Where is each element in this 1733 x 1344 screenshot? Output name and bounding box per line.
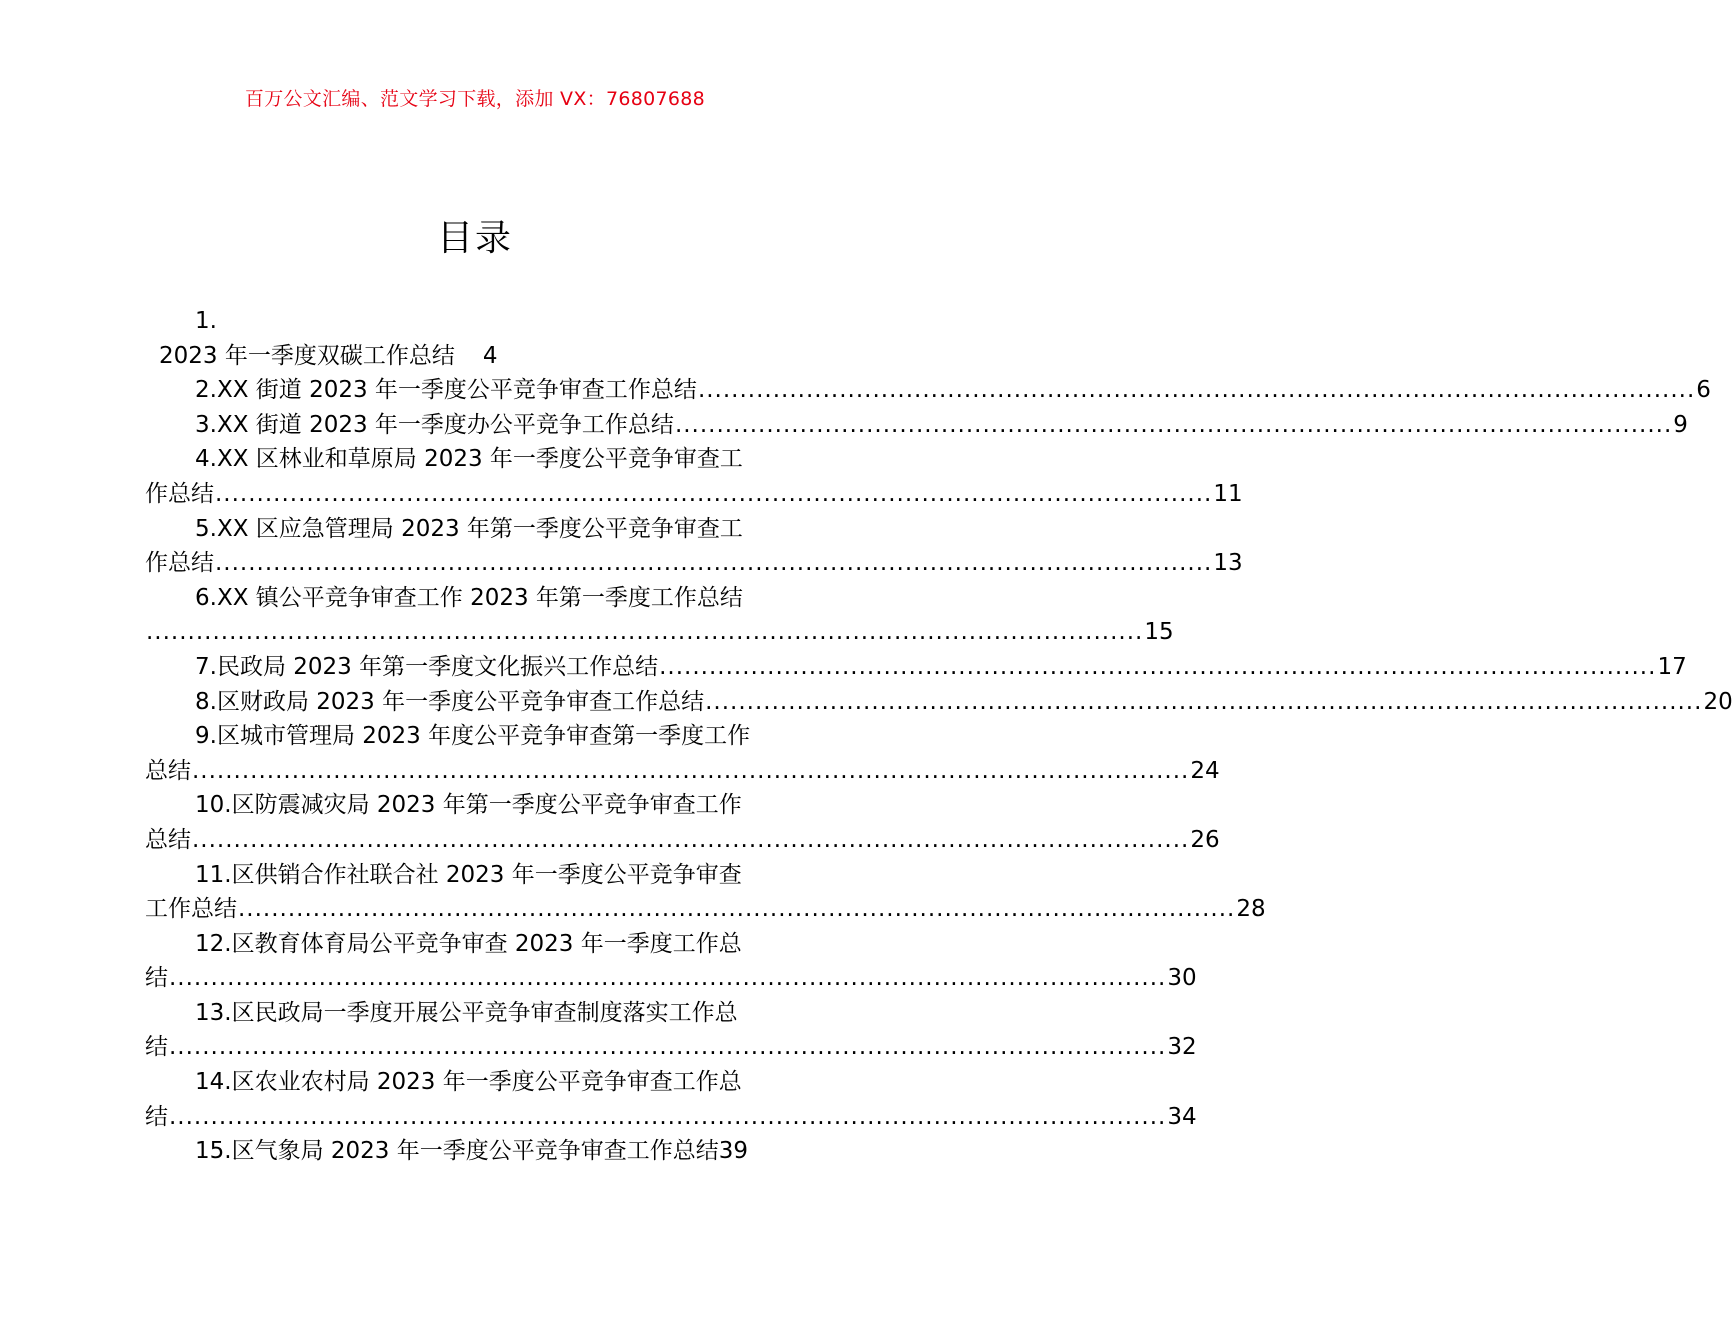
toc-title: 民政局 2023 年第一季度文化振兴工作总结 [216, 653, 659, 680]
toc-number: 4. [195, 446, 217, 473]
toc-number: 3. [195, 411, 217, 438]
toc-title: 2023 年一季度双碳工作总结 [159, 342, 455, 369]
toc-page-number: 17 [1657, 653, 1687, 680]
toc-entry-12-cont[interactable] [145, 961, 1197, 996]
toc-title-continued: 总结 [145, 826, 191, 853]
toc-title-continued: 总结 [145, 757, 191, 784]
toc-title: XX 区林业和草原局 2023 年一季度公平竞争审查工 [216, 446, 743, 473]
toc-title: 区财政局 2023 年一季度公平竞争审查工作总结 [216, 688, 705, 715]
toc-entry-12[interactable] [145, 927, 807, 962]
dot-leader: ........................................................................................................................ [169, 1103, 1167, 1130]
toc-number: 2. [195, 377, 217, 404]
toc-entry-11[interactable] [145, 858, 807, 893]
dot-leader: ........................................................................................................................ [705, 688, 1703, 715]
toc-entry-6-cont[interactable] [145, 615, 1174, 650]
toc-entry-9[interactable] [145, 719, 807, 754]
toc-title-continued: 结 [145, 1103, 168, 1130]
toc-number: 12. [195, 930, 232, 957]
toc-page-number: 13 [1213, 550, 1243, 577]
dot-leader: ........................................................................................................................ [169, 965, 1167, 992]
toc-entry-5-cont[interactable] [145, 546, 1243, 581]
toc-entry-11-cont[interactable] [145, 892, 1266, 927]
toc-entry-4-cont[interactable] [145, 477, 1243, 512]
toc-entry-7[interactable] [145, 650, 1687, 685]
toc-entry-1[interactable] [145, 304, 807, 339]
toc-title-continued: 工作总结 [145, 896, 237, 923]
dot-leader: ........................................................................................................................ [215, 550, 1213, 577]
toc-page-number: 15 [1144, 619, 1174, 646]
toc-page-number: 24 [1190, 757, 1220, 784]
toc-title-continued: 结 [145, 1034, 168, 1061]
toc-title: 区气象局 2023 年一季度公平竞争审查工作总结 [231, 1138, 719, 1165]
toc-title: XX 街道 2023 年一季度办公平竞争工作总结 [216, 411, 674, 438]
toc-title-continued: 结 [145, 965, 168, 992]
toc-page-number: 34 [1167, 1103, 1197, 1130]
toc-number: 9. [195, 723, 217, 750]
toc-page-number: 32 [1167, 1034, 1197, 1061]
toc-page-number: 20 [1703, 688, 1733, 715]
dot-leader: ........................................................................................................................ [659, 653, 1657, 680]
toc-title: 区教育体育局公平竞争审查 2023 年一季度工作总 [231, 930, 742, 957]
toc-title-continued: 作总结 [145, 550, 214, 577]
table-of-contents [145, 304, 1733, 1169]
dot-leader: ........................................................................................................................ [169, 1034, 1167, 1061]
toc-number: 1. [195, 308, 217, 334]
toc-page-number: 28 [1236, 896, 1266, 923]
toc-title: 区城市管理局 2023 年度公平竞争审查第一季度工作 [216, 723, 751, 750]
toc-page-number: 4 [482, 342, 498, 369]
toc-entry-9-cont[interactable] [145, 754, 1220, 789]
toc-entry-14-cont[interactable] [145, 1100, 1197, 1135]
toc-title: XX 镇公平竞争审查工作 2023 年第一季度工作总结 [216, 584, 743, 611]
toc-number: 6. [195, 584, 217, 611]
page-title: 目录 [436, 218, 513, 259]
toc-entry-5[interactable] [145, 512, 807, 547]
toc-title: 区民政局一季度开展公平竞争审查制度落实工作总 [231, 999, 738, 1026]
toc-entry-8[interactable] [145, 685, 1733, 720]
toc-entry-4[interactable] [145, 442, 807, 477]
toc-title: 区农业农村局 2023 年一季度公平竞争审查工作总 [231, 1069, 742, 1096]
dot-leader: ........................................................................................................................ [697, 377, 1696, 404]
toc-number: 15. [195, 1138, 232, 1165]
dot-leader: ........................................................................................................................ [192, 826, 1190, 853]
watermark-header: 百万公文汇编、范文学习下载，添加 VX：76807688 [244, 88, 706, 110]
toc-page-number: 39 [718, 1138, 749, 1165]
toc-number: 14. [195, 1069, 232, 1096]
toc-title: 区供销合作社联合社 2023 年一季度公平竞争审查 [231, 861, 742, 888]
toc-title: XX 街道 2023 年一季度公平竞争审查工作总结 [216, 377, 697, 404]
toc-page-number: 6 [1696, 377, 1711, 404]
toc-number: 7. [195, 653, 217, 680]
toc-entry-13-cont[interactable] [145, 1030, 1197, 1065]
toc-title: 区防震减灾局 2023 年第一季度公平竞争审查工作 [231, 792, 742, 819]
toc-number: 11. [195, 861, 232, 888]
dot-leader: ........................................................................................................................ [192, 757, 1190, 784]
toc-title-continued: 作总结 [145, 480, 214, 507]
toc-entry-15[interactable] [145, 1134, 807, 1169]
toc-page-number: 11 [1213, 480, 1243, 507]
dot-leader: ........................................................................................................................ [674, 411, 1673, 438]
toc-entry-6[interactable] [145, 581, 807, 616]
dot-leader: ........................................................................................................................ [146, 619, 1144, 646]
toc-number: 8. [195, 688, 217, 715]
toc-entry-2[interactable] [145, 373, 1711, 408]
toc-entry-10[interactable] [145, 788, 807, 823]
toc-page-number: 9 [1673, 411, 1688, 438]
toc-title: XX 区应急管理局 2023 年第一季度公平竞争审查工 [216, 515, 743, 542]
toc-number: 13. [195, 999, 232, 1026]
toc-page-number: 26 [1190, 826, 1220, 853]
toc-entry-1-title[interactable] [145, 339, 807, 374]
toc-entry-10-cont[interactable] [145, 823, 1220, 858]
toc-entry-13[interactable] [145, 996, 807, 1031]
dot-leader: ........................................................................................................................ [238, 896, 1236, 923]
toc-number: 10. [195, 792, 232, 819]
toc-entry-3[interactable] [145, 408, 1688, 443]
dot-leader: ........................................................................................................................ [215, 480, 1213, 507]
toc-number: 5. [195, 515, 217, 542]
toc-page-number: 30 [1167, 965, 1197, 992]
toc-entry-14[interactable] [145, 1065, 807, 1100]
